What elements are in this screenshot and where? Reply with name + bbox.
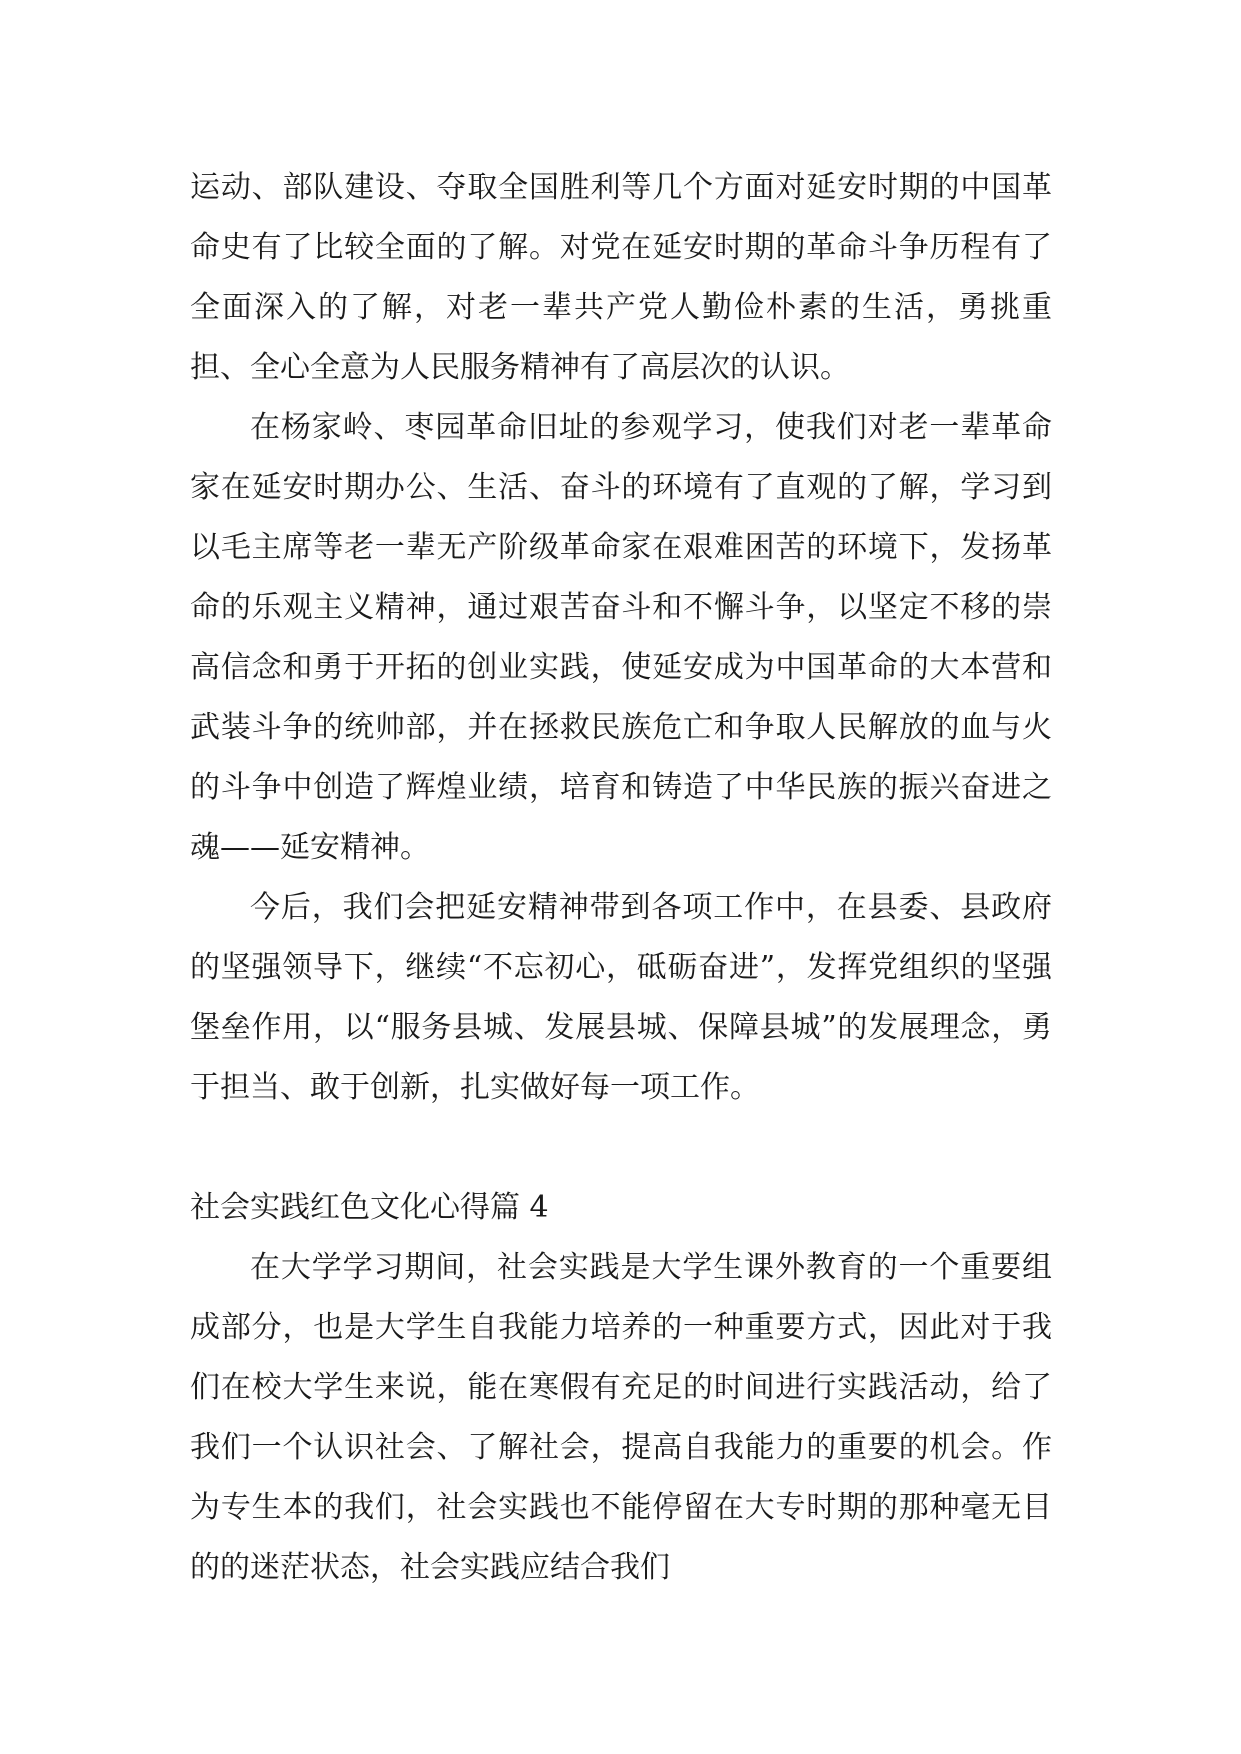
paragraph-continuation: 运动、部队建设、夺取全国胜利等几个方面对延安时期的中国革命史有了比较全面的了解。对党在延安时期的革命斗争历程有了全面深入的了解，对老一辈共产党人勤俭朴素的生活，勇挑重担、全心全意为人民服务精神有了高层次的认识。 bbox=[190, 170, 1052, 385]
document-body bbox=[190, 158, 1052, 1598]
section-heading: 社会实践红色文化心得篇 4 bbox=[190, 1190, 549, 1225]
paragraph-yangjialing: 在杨家岭、枣园革命旧址的参观学习，使我们对老一辈革命家在延安时期办公、生活、奋斗的环境有了直观的了解，学习到以毛主席等老一辈无产阶级革命家在艰难困苦的环境下，发扬革命的乐观主义精神，通过艰苦奋斗和不懈斗争，以坚定不移的崇高信念和勇于开拓的创业实践，使延安成为中国革命的大本营和武装斗争的统帅部，并在拯救民族危亡和争取人民解放的血与火的斗争中创造了辉煌业绩，培育和铸造了中华民族的振兴奋进之魂——延安精神。 bbox=[190, 410, 1052, 865]
paragraph-future-work: 今后，我们会把延安精神带到各项工作中，在县委、县政府的坚强领导下，继续“不忘初心，砥砺奋进”，发挥党组织的坚强堡垒作用，以“服务县城、发展县城、保障县城”的发展理念，勇于担当、敢于创新，扎实做好每一项工作。 bbox=[190, 890, 1052, 1105]
paragraph-social-practice: 在大学学习期间，社会实践是大学生课外教育的一个重要组成部分，也是大学生自我能力培养的一种重要方式，因此对于我们在校大学生来说，能在寒假有充足的时间进行实践活动，给了我们一个认识社会、了解社会，提高自我能力的重要的机会。作为专生本的我们，社会实践也不能停留在大专时期的那种毫无目的的迷茫状态，社会实践应结合我们 bbox=[190, 1250, 1052, 1585]
